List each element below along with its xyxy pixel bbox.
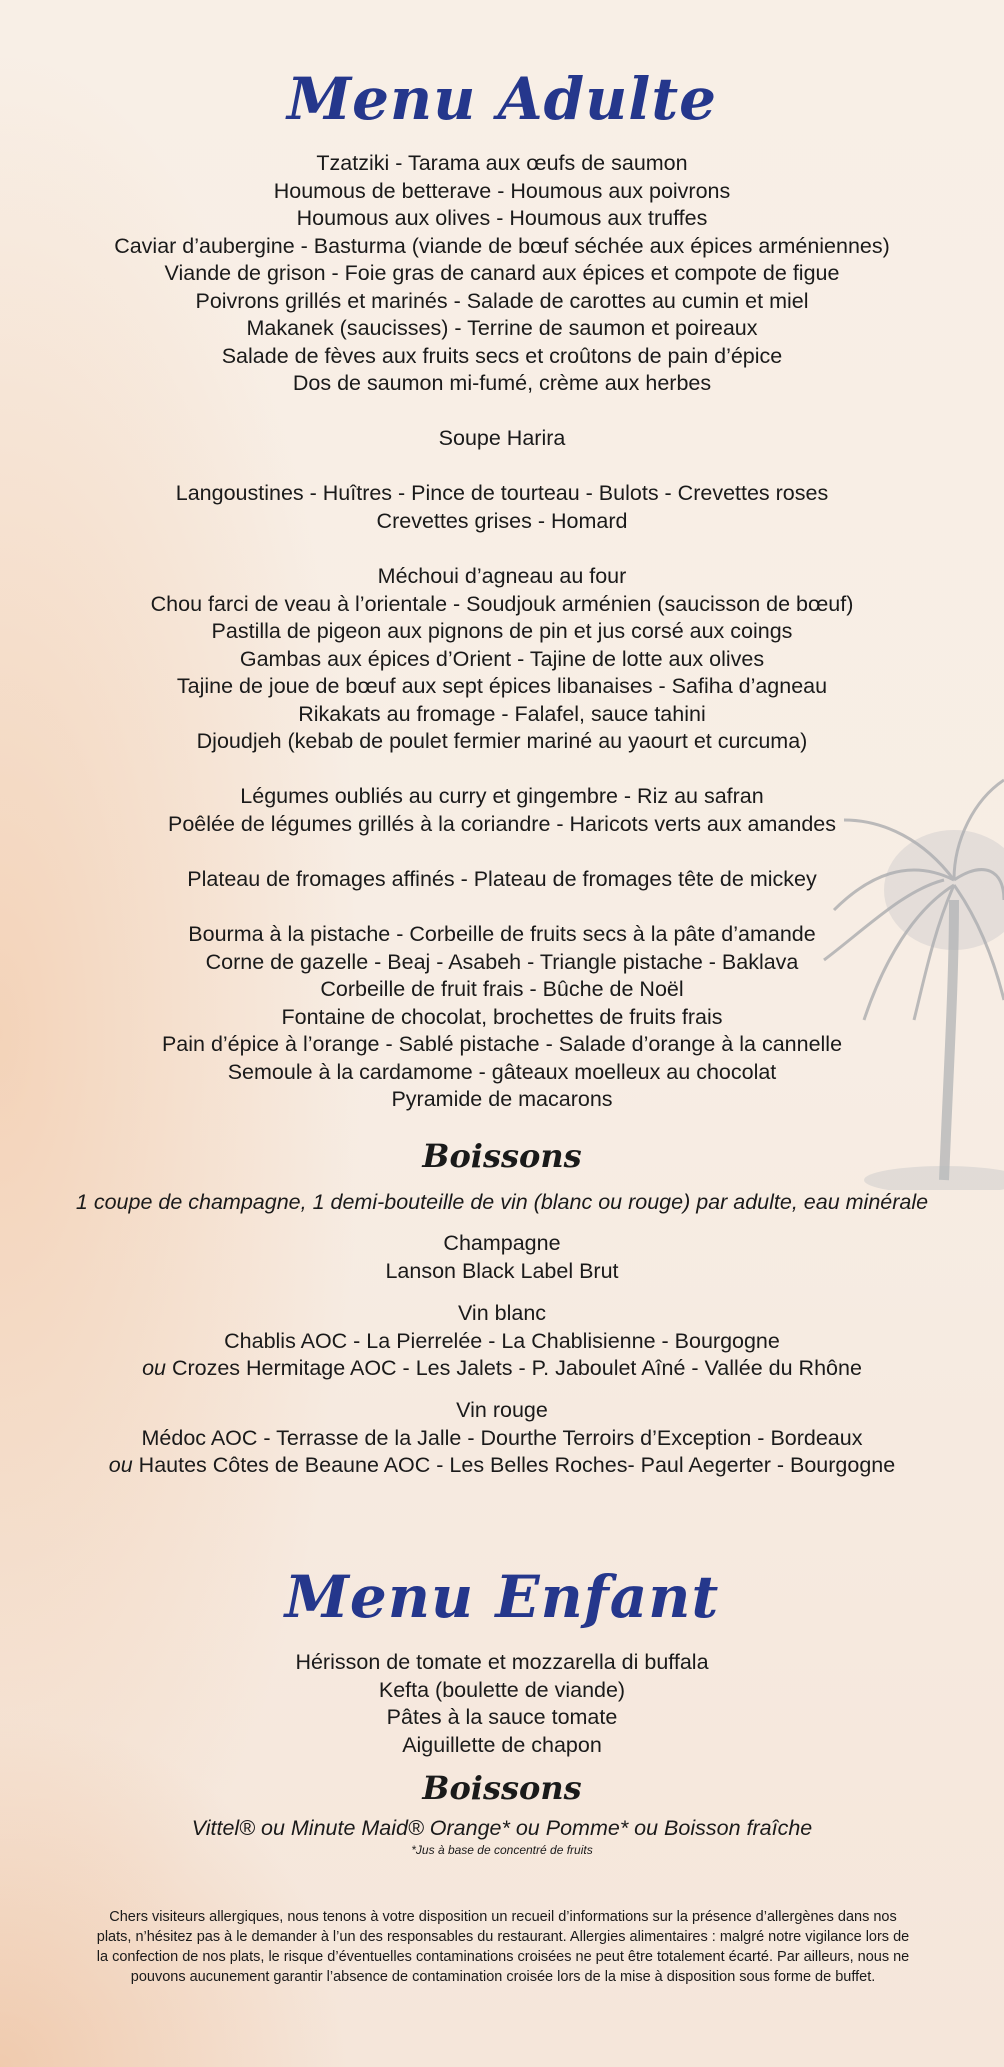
red-wine-alt-line	[0, 1452, 1004, 1480]
enfant-item: Aiguillette de chapon	[402, 1732, 602, 1757]
main-line: Chou farci de veau à l’orientale - Soudjouk arménien (saucisson de bœuf)	[150, 591, 854, 616]
red-wine-section	[0, 1397, 1004, 1480]
allergy-line: Chers visiteurs allergiques, nous tenons à votre disposition un recueil d’informations sur la présence d’allergènes dans nos	[109, 1909, 897, 1925]
starter-line: Poivrons grillés et marinés - Salade de carottes au cumin et miel	[195, 288, 809, 313]
enfant-drinks-note: *Jus à base de concentré de fruits	[411, 1842, 593, 1857]
red-wine-or: ou	[108, 1453, 133, 1477]
white-wine-alt-line	[0, 1355, 1004, 1383]
starter-line: Makanek (saucisses) - Terrine de saumon et poireaux	[246, 316, 758, 340]
seafood-section	[0, 480, 1004, 535]
red-wine-line: Médoc AOC - Terrasse de la Jalle - Dourthe Terroirs d’Exception - Bordeaux	[141, 1425, 863, 1450]
dessert-line: Corbeille de fruit frais - Bûche de Noël	[320, 977, 684, 1001]
white-wine-title: Vin blanc	[457, 1301, 547, 1325]
white-wine-alt: Crozes Hermitage AOC - Les Jalets - P. Jaboulet Aîné - Vallée du Rhône	[165, 1356, 862, 1380]
starters-section	[0, 150, 1004, 398]
desserts-section	[0, 921, 1004, 1114]
allergy-line: pouvons aucunement garantir l’absence de contamination croisée lors de la mise à disposition sous forme de buffet.	[130, 1969, 876, 1985]
drinks-intro: 1 coupe de champagne, 1 demi-bouteille de vin (blanc ou rouge) par adulte, eau minérale	[75, 1190, 929, 1214]
main-line: Rikakats au fromage - Falafel, sauce tahini	[298, 701, 706, 726]
main-line: Pastilla de pigeon aux pignons de pin et jus corsé aux coings	[211, 619, 793, 643]
adulte-drinks-title: Boissons	[422, 1137, 582, 1175]
side-line: Légumes oubliés au curry et gingembre - Riz au safran	[240, 784, 764, 808]
seafood-line: Crevettes grises - Homard	[376, 508, 628, 533]
enfant-item: Pâtes à la sauce tomate	[386, 1705, 618, 1729]
dessert-line: Corne de gazelle - Beaj - Asabeh - Triangle pistache - Baklava	[205, 949, 799, 974]
sides-section	[0, 783, 1004, 838]
enfant-drinks-section	[0, 1815, 1004, 1857]
side-line: Poêlée de légumes grillés à la coriandre - Haricots verts aux amandes	[167, 811, 837, 836]
allergy-line: la confection de nos plats, le risque d’éventuelles contaminations croisées ne peut être totalement écarté. Par ailleurs, nous ne	[96, 1949, 910, 1965]
champagne-section	[0, 1230, 1004, 1285]
starter-line: Viande de grison - Foie gras de canard aux épices et compote de figue	[164, 261, 840, 285]
white-wine-line: Chablis AOC - La Pierrelée - La Chablisienne - Bourgogne	[224, 1328, 780, 1353]
cheese-section	[0, 866, 1004, 894]
seafood-line: Langoustines - Huîtres - Pince de tourteau - Bulots - Crevettes roses	[175, 481, 829, 505]
starter-line: Houmous aux olives - Houmous aux truffes	[296, 206, 708, 230]
starter-line: Caviar d’aubergine - Basturma (viande de bœuf séchée aux épices arméniennes)	[114, 233, 890, 258]
red-wine-alt: Hautes Côtes de Beaune AOC - Les Belles Roches- Paul Aegerter - Bourgogne	[132, 1453, 896, 1477]
enfant-drinks-title-wrap	[0, 1769, 1004, 1807]
soup-section	[0, 425, 1004, 453]
main-line: Djoudjeh (kebab de poulet fermier mariné au yaourt et curcuma)	[196, 729, 808, 753]
dessert-line: Semoule à la cardamome - gâteaux moelleux au chocolat	[227, 1059, 777, 1084]
mains-section	[0, 563, 1004, 756]
enfant-drinks-title: Boissons	[422, 1769, 582, 1807]
champagne-line: Lanson Black Label Brut	[385, 1258, 619, 1283]
dessert-line: Pyramide de macarons	[391, 1087, 613, 1111]
starter-line: Houmous de betterave - Houmous aux poivrons	[273, 178, 731, 203]
enfant-item: Kefta (boulette de viande)	[378, 1677, 626, 1702]
allergy-line: plats, n’hésitez pas à le demander à l’un des responsables du restaurant. Allergies alimentaires : malgré notre vigilance lors de	[96, 1929, 910, 1945]
enfant-item: Hérisson de tomate et mozzarella di buffala	[295, 1650, 709, 1674]
champagne-title: Champagne	[443, 1231, 561, 1255]
main-line: Tajine de joue de bœuf aux sept épices libanaises - Safiha d’agneau	[176, 674, 828, 698]
white-wine-section	[0, 1300, 1004, 1383]
dessert-line: Pain d’épice à l’orange - Sablé pistache - Salade d’orange à la cannelle	[161, 1032, 843, 1056]
menu-adulte-title: Menu Adulte	[286, 65, 718, 133]
main-line: Gambas aux épices d’Orient - Tajine de lotte aux olives	[239, 646, 765, 671]
cheese-line: Plateau de fromages affinés - Plateau de fromages tête de mickey	[187, 867, 817, 891]
adulte-drinks-title-wrap	[0, 1137, 1004, 1175]
starter-line: Dos de saumon mi-fumé, crème aux herbes	[292, 371, 712, 395]
allergy-notice	[78, 1907, 928, 1987]
menu-enfant-title: Menu Enfant	[284, 1563, 720, 1631]
enfant-items-section	[0, 1649, 1004, 1759]
drinks-intro-wrap	[0, 1189, 1004, 1217]
main-line: Méchoui d’agneau au four	[377, 564, 627, 588]
starter-line: Tzatziki - Tarama aux œufs de saumon	[316, 151, 688, 175]
dessert-line: Bourma à la pistache - Corbeille de fruits secs à la pâte d’amande	[188, 922, 816, 946]
red-wine-title: Vin rouge	[456, 1398, 548, 1422]
starter-line: Salade de fèves aux fruits secs et croûtons de pain d’épice	[221, 343, 783, 368]
enfant-drinks: Vittel® ou Minute Maid® Orange* ou Pomme* ou Boisson fraîche	[191, 1816, 813, 1840]
white-wine-or: ou	[142, 1356, 166, 1380]
soup-line: Soupe Harira	[438, 426, 566, 450]
dessert-line: Fontaine de chocolat, brochettes de fruits frais	[281, 1004, 723, 1029]
